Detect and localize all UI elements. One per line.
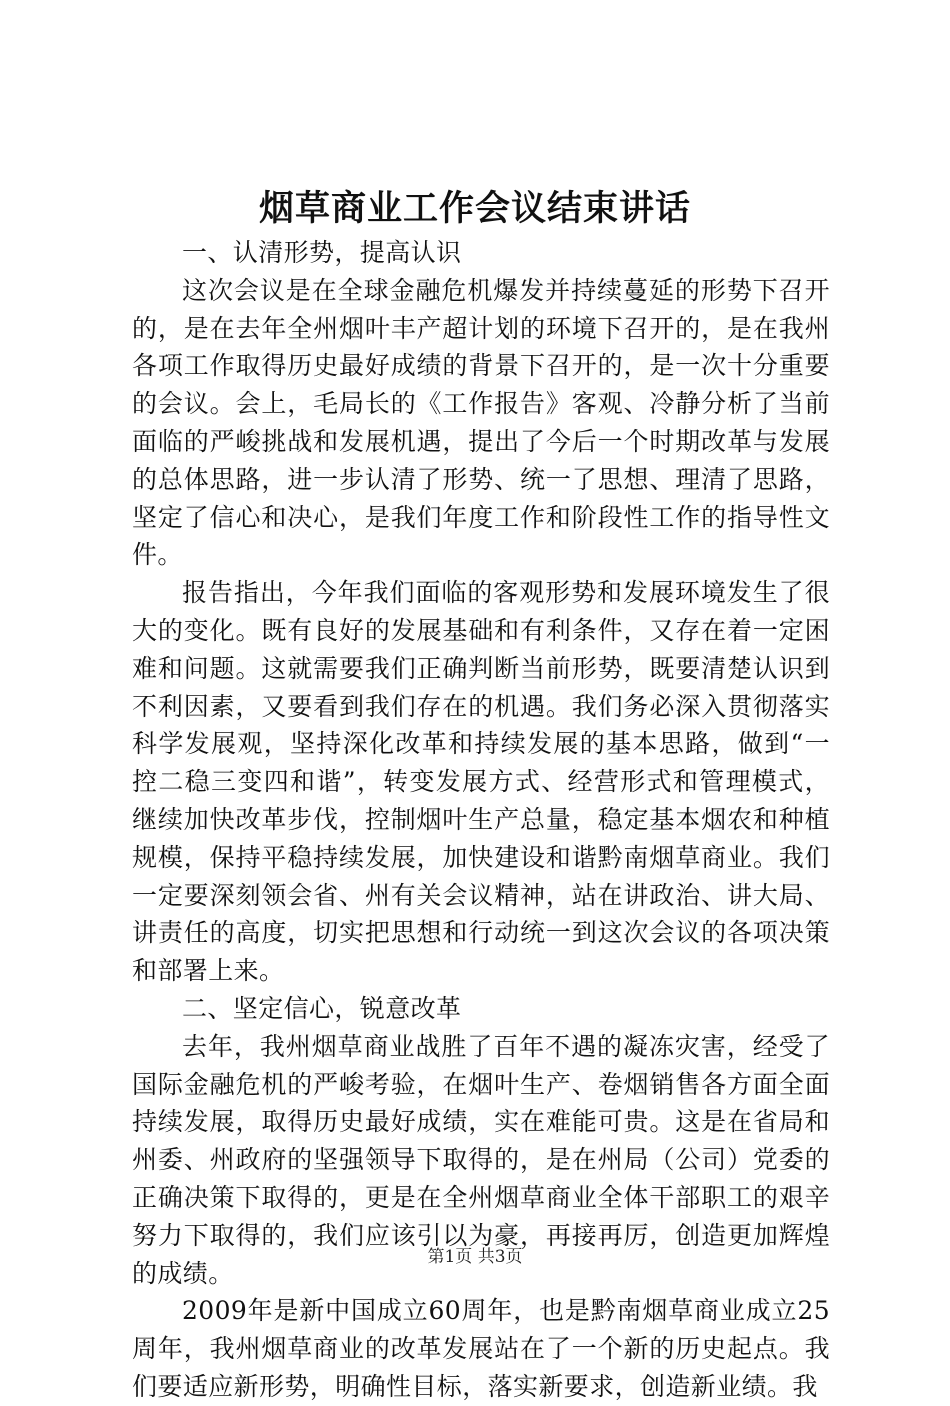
paragraph-4: 2009年是新中国成立60周年，也是黔南烟草商业成立25周年，我州烟草商业的改革发展站在了一个新的历史起点。我们要适应新形势，明确性目标，落实新要求，创造新业绩。我: [132, 1296, 830, 1401]
page-number: 第1页 共3页: [427, 1247, 523, 1267]
paragraph-1: 这次会议是在全球金融危机爆发并持续蔓延的形势下召开的，是在去年全州烟叶丰产超计划的环境下召开的，是在我州各项工作取得历史最好成绩的背景下召开的，是一次十分重要的会议。会上，毛局长的《工作报告》客观、冷静分析了当前面临的严峻挑战和发展机遇，提出了今后一个时期改革与发展的总体思路，进一步认清了形势、统一了思想、理清了思路，坚定了信心和决心，是我们年度工作和阶段性工作的指导性文件。: [132, 275, 830, 570]
paragraph-2: 报告指出，今年我们面临的客观形势和发展环境发生了很大的变化。既有良好的发展基础和有利条件，又存在着一定困难和问题。这就需要我们正确判断当前形势，既要清楚认识到不利因素，又要看到我们存在的机遇。我们务必深入贯彻落实科学发展观，坚持深化改革和持续发展的基本思路，做到“一控二稳三变四和谐”，转变发展方式、经营形式和管理模式，继续加快改革步伐，控制烟叶生产总量，稳定基本烟农和种植规模，保持平稳持续发展，加快建设和谐黔南烟草商业。我们一定要深刻领会省、州有关会议精神，站在讲政治、讲大局、讲责任的高度，切实把思想和行动统一到这次会议的各项决策和部署上来。: [132, 578, 830, 986]
section-heading-2: 二、坚定信心，锐意改革: [182, 993, 462, 1023]
section-heading-1: 一、认清形势，提高认识: [182, 238, 462, 267]
document-title: 烟草商业工作会议结束讲话: [258, 188, 691, 229]
document-body: [132, 234, 830, 1406]
paragraph-3: 去年，我州烟草商业战胜了百年不遇的凝冻灾害，经受了国际金融危机的严峻考验，在烟叶生产、卷烟销售各方面全面持续发展，取得历史最好成绩，实在难能可贵。这是在省局和州委、州政府的坚强领导下取得的，是在州局（公司）党委的正确决策下取得的，更是在全州烟草商业全体干部职工的艰辛努力下取得的，我们应该引以为豪，再接再厉，创造更加辉煌的成绩。: [132, 1031, 830, 1288]
